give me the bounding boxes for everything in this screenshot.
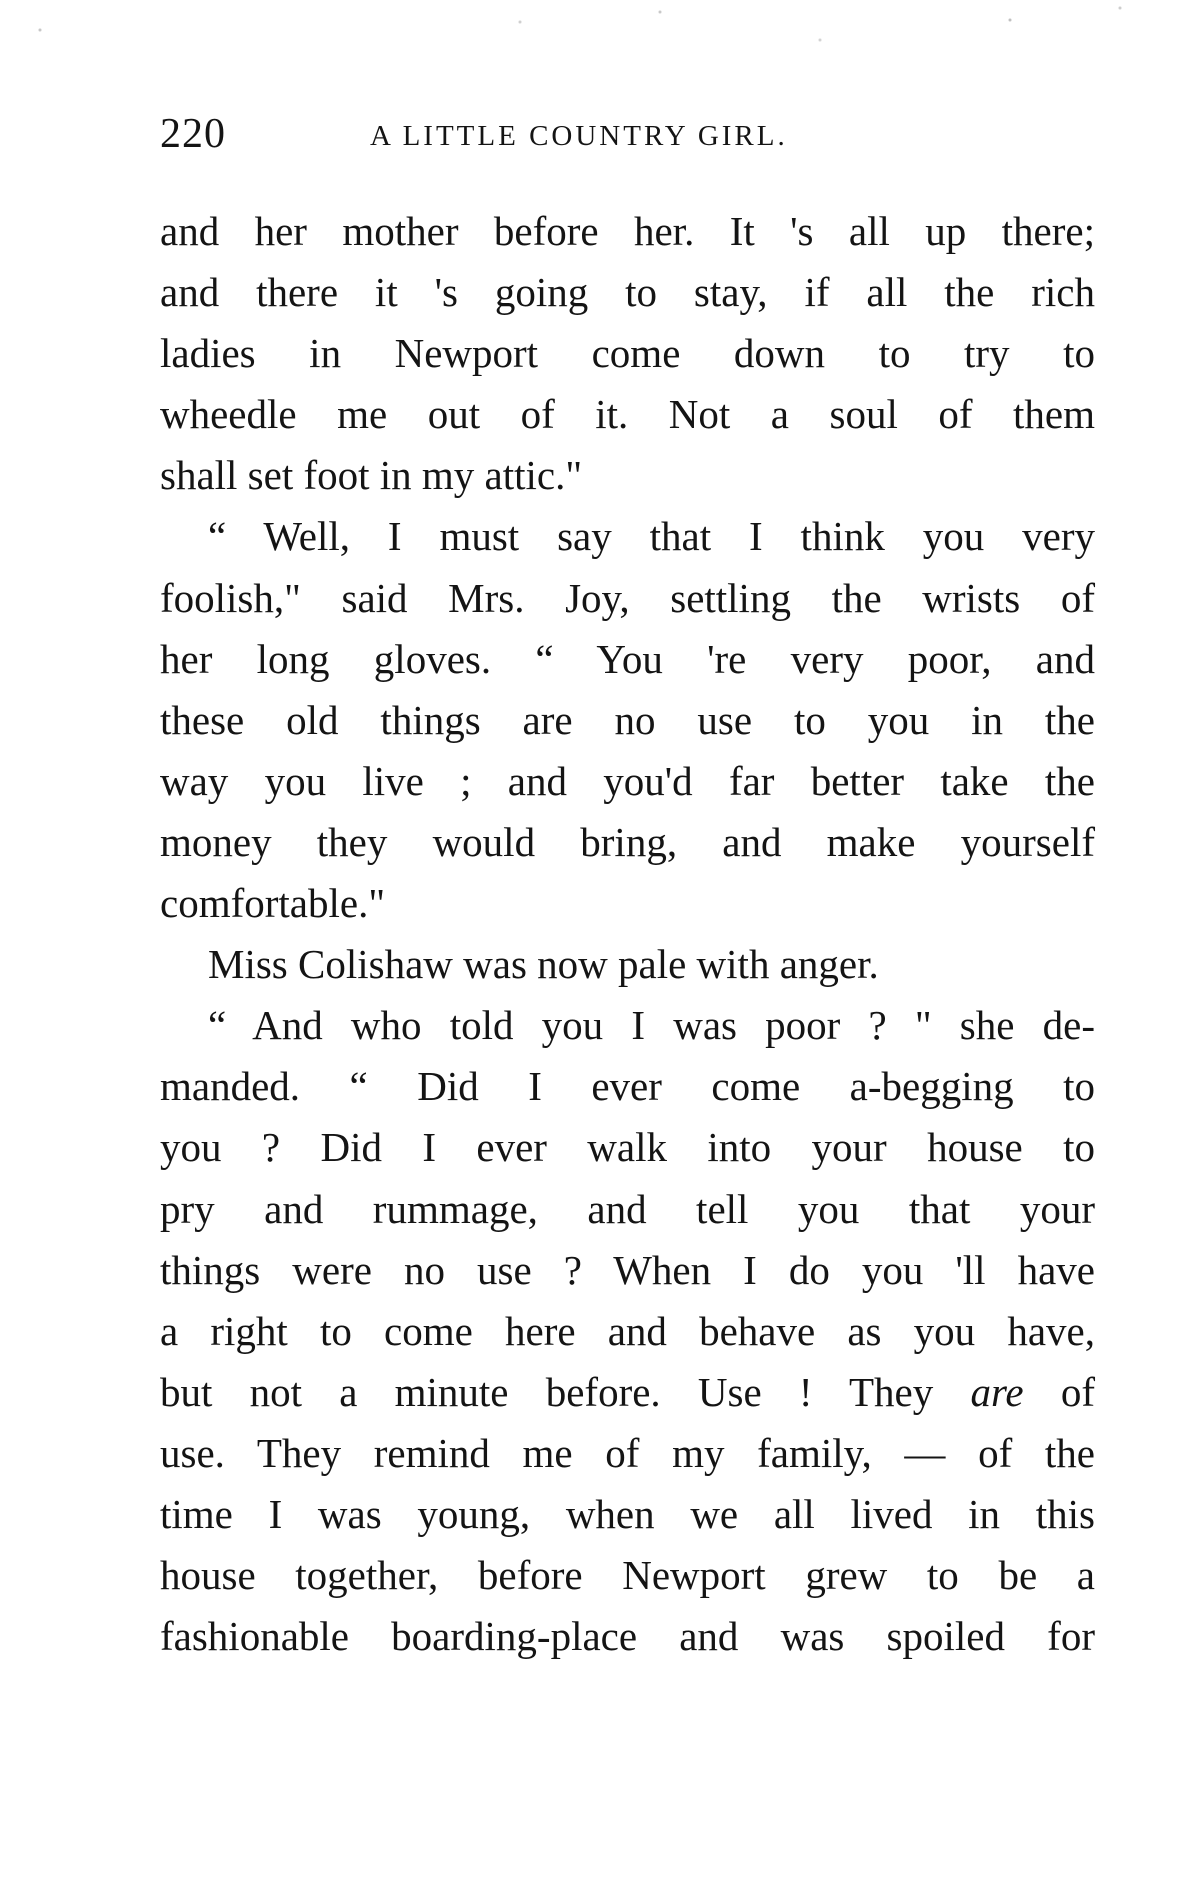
text-line: comfortable.": [160, 880, 386, 927]
text-line: foolish," said Mrs. Joy, settling the wrists of: [160, 574, 1095, 621]
text-line: pry and rummage, and tell you that your: [160, 1185, 1095, 1232]
body-text: [160, 201, 1095, 1667]
text-line: things were no use ? When I do you 'll have: [160, 1246, 1095, 1293]
text-line: house together, before Newport grew to be a: [160, 1552, 1095, 1599]
text-line: wheedle me out of it. Not a soul of them: [160, 391, 1095, 438]
text-line: use. They remind me of my family, — of the: [160, 1429, 1095, 1476]
text-segment: but not a minute before. Use ! They: [160, 1368, 971, 1415]
page-number: 220: [160, 111, 226, 157]
text-line: ladies in Newport come down to try to: [160, 330, 1095, 377]
text-line: Miss Colishaw was now pale with anger.: [208, 941, 879, 988]
text-line: and her mother before her. It 's all up there;: [160, 208, 1095, 254]
paper-speckle: [0, 0, 1200, 70]
text-line: time I was young, when we all lived in this: [160, 1490, 1095, 1537]
text-line: “ And who told you I was poor ? " she de-: [208, 1002, 1095, 1049]
text-line: “ Well, I must say that I think you very: [208, 513, 1095, 560]
text-line: and there it 's going to stay, if all the rich: [160, 269, 1095, 316]
text-line: her long gloves. “ You 're very poor, and: [160, 635, 1095, 682]
text-line: manded. “ Did I ever come a-begging to: [160, 1063, 1095, 1110]
text-line: way you live ; and you'd far better take the: [160, 757, 1095, 804]
italic-word: are: [970, 1368, 1024, 1415]
text-segment: of: [1023, 1368, 1095, 1415]
text-line: fashionable boarding-place and was spoiled for: [160, 1613, 1095, 1660]
running-title: A LITTLE COUNTRY GIRL.: [370, 120, 788, 152]
text-line: money they would bring, and make yourself: [160, 818, 1095, 865]
text-line: shall set foot in my attic.": [160, 452, 583, 499]
text-line-with-italic: [160, 1362, 1095, 1423]
text-line: you ? Did I ever walk into your house to: [160, 1124, 1095, 1171]
text-line: these old things are no use to you in the: [160, 696, 1095, 743]
text-line: a right to come here and behave as you have,: [160, 1307, 1095, 1354]
page-header: [160, 110, 1100, 170]
